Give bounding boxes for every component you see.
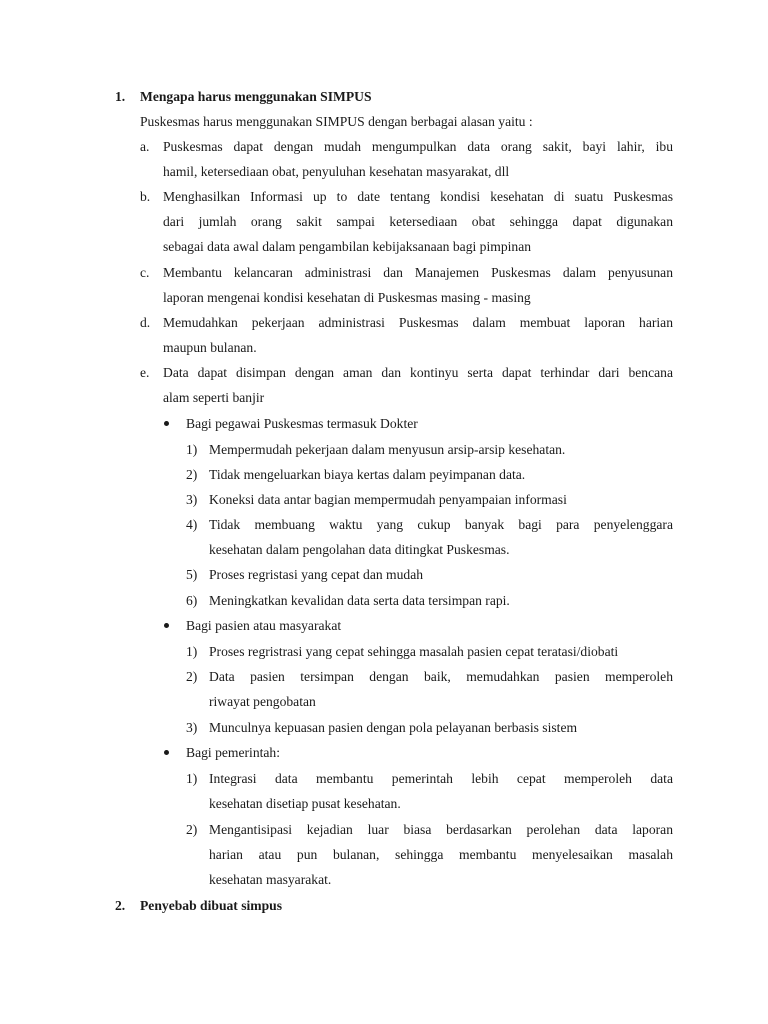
bullet-icon: [164, 750, 169, 755]
group-heading: Bagi pegawai Puskesmas termasuk Dokter: [186, 416, 418, 431]
list-item-line: Menghasilkan Informasi up to date tentang kondisi kesehatan di suatu Puskesmas: [163, 189, 673, 204]
list-item-line: dari jumlah orang sakit sampai ketersediaan obat sehingga dapat digunakan: [163, 214, 673, 229]
list-item-line: sebagai data awal dalam pengambilan kebijaksanaan bagi pimpinan: [163, 239, 532, 254]
point-line: Proses regristrasi yang cepat sehingga masalah pasien cepat teratasi/diobati: [209, 644, 619, 659]
point-line: Integrasi data membantu pemerintah lebih cepat memperoleh data: [209, 771, 673, 786]
section-number: 1.: [115, 89, 126, 104]
intro-text: Puskesmas harus menggunakan SIMPUS dengan berbagai alasan yaitu :: [140, 114, 533, 129]
bullet-icon: [164, 421, 169, 426]
point-line: Munculnya kepuasan pasien dengan pola pelayanan berbasis sistem: [209, 720, 578, 735]
section-title: Penyebab dibuat simpus: [140, 898, 283, 913]
list-item-line: maupun bulanan.: [163, 340, 257, 355]
list-item-line: Puskesmas dapat dengan mudah mengumpulkan data orang sakit, bayi lahir, ibu: [163, 139, 673, 154]
list-item-line: hamil, ketersediaan obat, penyuluhan kesehatan masyarakat, dll: [163, 164, 510, 179]
point-line: Mengantisipasi kejadian luar biasa berdasarkan perolehan data laporan: [209, 822, 673, 837]
point-line: kesehatan disetiap pusat kesehatan.: [209, 796, 401, 811]
point-marker: 3): [186, 720, 198, 735]
point-line: Proses regristasi yang cepat dan mudah: [209, 567, 424, 582]
point-line: harian atau pun bulanan, sehingga membantu menyelesaikan masalah: [209, 847, 673, 862]
point-marker: 1): [186, 771, 198, 786]
group-heading: Bagi pemerintah:: [186, 745, 280, 760]
point-marker: 4): [186, 517, 198, 532]
bullet-icon: [164, 623, 169, 628]
list-item-line: Data dapat disimpan dengan aman dan kontinyu serta dapat terhindar dari bencana: [163, 365, 673, 380]
point-line: Tidak mengeluarkan biaya kertas dalam peyimpanan data.: [209, 467, 526, 482]
point-marker: 2): [186, 822, 198, 837]
list-marker: d.: [140, 315, 151, 330]
list-marker: c.: [140, 265, 150, 280]
list-item-line: laporan mengenai kondisi kesehatan di Puskesmas masing - masing: [163, 290, 531, 305]
point-marker: 6): [186, 593, 198, 608]
point-marker: 2): [186, 467, 198, 482]
point-line: kesehatan dalam pengolahan data ditingkat Puskesmas.: [209, 542, 510, 557]
point-marker: 3): [186, 492, 198, 507]
list-item-line: Memudahkan pekerjaan administrasi Puskesmas dalam membuat laporan harian: [163, 315, 673, 330]
list-item-line: alam seperti banjir: [163, 390, 265, 405]
group-heading: Bagi pasien atau masyarakat: [186, 618, 342, 633]
list-marker: b.: [140, 189, 151, 204]
point-line: riwayat pengobatan: [209, 694, 316, 709]
list-item-line: Membantu kelancaran administrasi dan Manajemen Puskesmas dalam penyusunan: [163, 265, 673, 280]
point-marker: 1): [186, 644, 198, 659]
section-title: Mengapa harus menggunakan SIMPUS: [140, 89, 372, 104]
point-marker: 1): [186, 442, 198, 457]
list-marker: e.: [140, 365, 150, 380]
list-marker: a.: [140, 139, 150, 154]
point-marker: 2): [186, 669, 198, 684]
point-line: Koneksi data antar bagian mempermudah penyampaian informasi: [209, 492, 567, 507]
point-marker: 5): [186, 567, 198, 582]
point-line: Mempermudah pekerjaan dalam menyusun arsip-arsip kesehatan.: [209, 442, 566, 457]
point-line: kesehatan masyarakat.: [209, 872, 332, 887]
point-line: Tidak membuang waktu yang cukup banyak bagi para penyelenggara: [209, 517, 673, 532]
point-line: Meningkatkan kevalidan data serta data tersimpan rapi.: [209, 593, 510, 608]
section-number: 2.: [115, 898, 126, 913]
point-line: Data pasien tersimpan dengan baik, memudahkan pasien memperoleh: [209, 669, 673, 684]
